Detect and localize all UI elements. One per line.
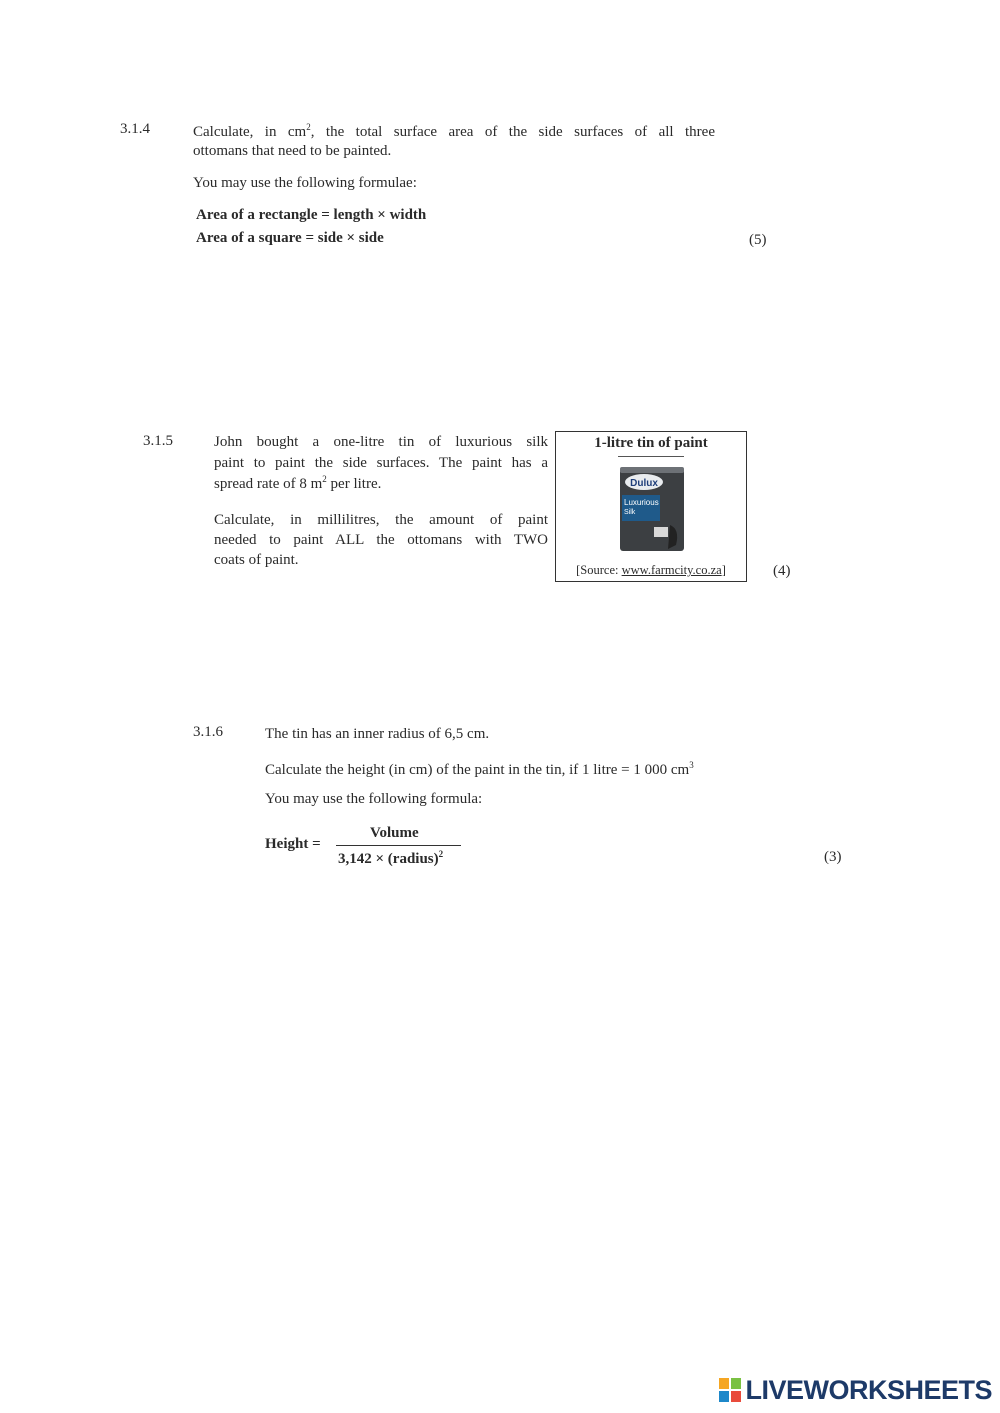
paint-tin-illustration: [618, 465, 686, 553]
formula-square-area: Area of a square = side × side: [196, 230, 384, 246]
liveworksheets-icon: [719, 1378, 741, 1402]
formula-intro-3-1-4: You may use the following formulae:: [193, 175, 417, 191]
question-number-3-1-4: 3.1.4: [120, 121, 150, 137]
formula-intro-3-1-6: You may use the following formula:: [265, 791, 483, 807]
liveworksheets-logo-text: LIVEWORKSHEETS: [745, 1374, 992, 1405]
paint-tin-sticker: [654, 527, 668, 537]
question-3-1-5-para-1-line-2: paint to paint the side surfaces. The paint has a: [214, 455, 548, 471]
formula-denominator: 3,142 × (radius)$^2$: [338, 849, 444, 867]
question-3-1-5-para-1-line-1: John bought a one-litre tin of luxurious silk: [214, 434, 548, 450]
marks-3-1-6: (3): [824, 849, 842, 865]
question-3-1-5-para-2-line-1: Calculate, in millilitres, the amount of paint: [214, 512, 548, 528]
paint-tin-image-box: [555, 431, 747, 582]
source-link[interactable]: www.farmcity.co.za: [621, 563, 722, 577]
paint-tin-product-line-1: Luxurious: [624, 498, 659, 507]
question-3-1-5-para-2-line-2: needed to paint ALL the ottomans with TWO: [214, 532, 548, 548]
marks-3-1-5: (4): [773, 563, 791, 579]
paint-tin-brand: Dulux: [630, 478, 658, 489]
liveworksheets-logo: [719, 1375, 992, 1405]
question-3-1-6-line-1: The tin has an inner radius of 6,5 cm.: [265, 726, 490, 742]
question-3-1-4-line-1: Calculate, in $cm^2$, the total surface area of the side surfaces of all three: [193, 122, 715, 140]
question-3-1-4-line-2: ottomans that need to be painted.: [193, 143, 392, 159]
question-number-3-1-5: 3.1.5: [143, 433, 173, 449]
paint-tin-product-line-2: Silk: [624, 509, 636, 516]
question-3-1-6-line-2: Calculate the height (in cm) of the paint in the tin, if 1 litre = 1 000 $cm^3$: [265, 760, 694, 778]
formula-numerator: Volume: [370, 825, 419, 841]
paint-box-title-rule: [618, 456, 684, 457]
paint-box-title: 1-litre tin of paint: [594, 435, 708, 451]
formula-rectangle-area: Area of a rectangle = length × width: [196, 207, 427, 223]
question-number-3-1-6: 3.1.6: [193, 724, 223, 740]
question-3-1-5-para-2-line-3: coats of paint.: [214, 552, 299, 568]
question-3-1-5-para-1-line-3: spread rate of 8 $m^2$ per litre.: [214, 474, 382, 492]
paint-box-source: [Source: www.farmcity.co.za]: [576, 563, 726, 577]
formula-fraction-bar: [336, 845, 461, 846]
marks-3-1-4: (5): [749, 232, 767, 248]
formula-height-lhs: Height =: [265, 836, 321, 852]
